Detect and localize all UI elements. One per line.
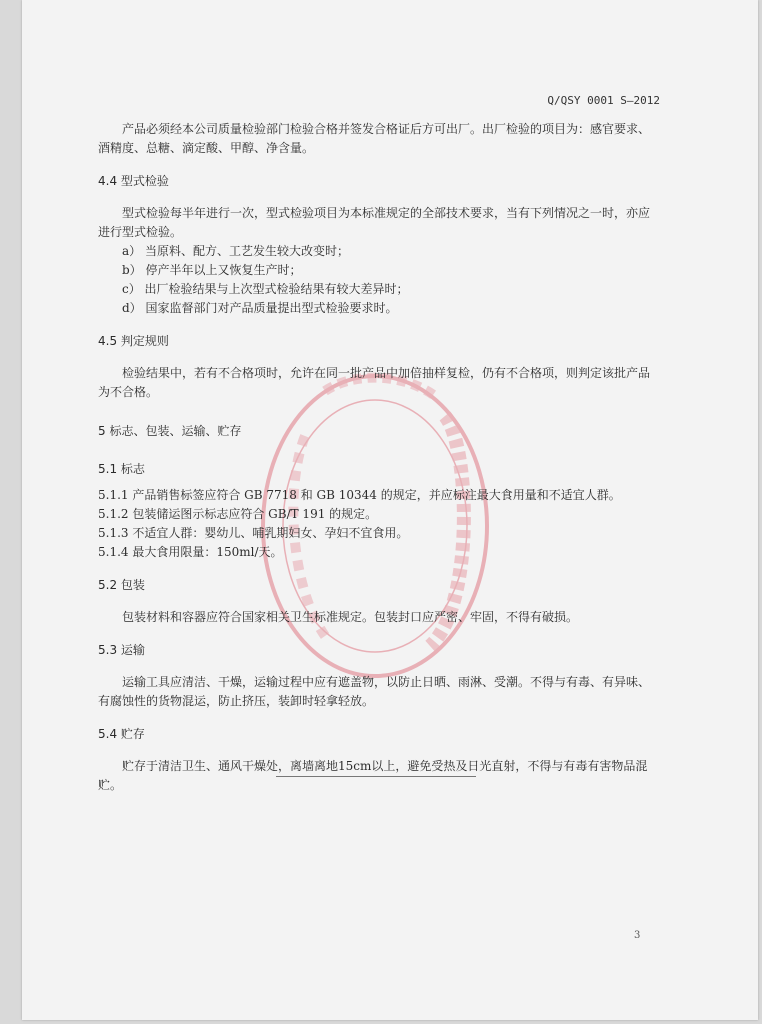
clause-item: 5.1.2 包装储运图示标志应符合 GB/T 191 的规定。 (98, 507, 378, 521)
list-item: c） 出厂检验结果与上次型式检验结果有较大差异时； (122, 282, 409, 296)
document-page (22, 0, 758, 1020)
heading-4-4: 4.4 型式检验 (98, 174, 169, 188)
clause-item: 5.1.1 产品销售标签应符合 GB 7718 和 GB 10344 的规定，并应标注最大食用量和不适宜人群。 (98, 488, 621, 502)
list-item: a） 当原料、配方、工艺发生较大改变时； (122, 244, 349, 258)
storage-paragraph: 贮存于清洁卫生、通风干燥处，离墙离地15cm以上，避免受热及日光直射，不得与有毒有害物品混贮。 (98, 759, 648, 792)
page-number: 3 (634, 930, 641, 941)
document-code: Q/QSY 0001 S—2012 (547, 94, 660, 107)
transport-paragraph: 运输工具应清洁、干燥，运输过程中应有遮盖物，以防止日晒、雨淋、受潮。不得与有毒、有异味、有腐蚀性的货物混运，防止挤压，装卸时轻拿轻放。 (98, 675, 651, 708)
list-item: b） 停产半年以上又恢复生产时； (122, 263, 302, 277)
heading-5: 5 标志、包装、运输、贮存 (98, 424, 242, 438)
clause-item: 5.1.4 最大食用限量：150ml/天。 (98, 545, 283, 559)
heading-5-1: 5.1 标志 (98, 462, 145, 476)
end-of-document-line (276, 776, 476, 777)
list-item: d） 国家监督部门对产品质量提出型式检验要求时。 (122, 301, 398, 315)
document-body (98, 120, 658, 795)
heading-5-2: 5.2 包装 (98, 578, 145, 592)
judgement-paragraph: 检验结果中，若有不合格项时，允许在同一批产品中加倍抽样复检，仍有不合格项，则判定该批产品为不合格。 (98, 366, 651, 399)
intro-paragraph: 产品必须经本公司质量检验部门检验合格并签发合格证后方可出厂。出厂检验的项目为：感官要求、酒精度、总糖、滴定酸、甲醇、净含量。 (98, 122, 651, 155)
heading-4-5: 4.5 判定规则 (98, 334, 169, 348)
heading-5-4: 5.4 贮存 (98, 727, 145, 741)
type-test-paragraph: 型式检验每半年进行一次，型式检验项目为本标准规定的全部技术要求，当有下列情况之一时，亦应进行型式检验。 (98, 206, 651, 239)
heading-5-3: 5.3 运输 (98, 643, 145, 657)
packaging-paragraph: 包装材料和容器应符合国家相关卫生标准规定。包装封口应严密、牢固，不得有破损。 (122, 610, 579, 624)
clause-item: 5.1.3 不适宜人群：婴幼儿、哺乳期妇女、孕妇不宜食用。 (98, 526, 409, 540)
